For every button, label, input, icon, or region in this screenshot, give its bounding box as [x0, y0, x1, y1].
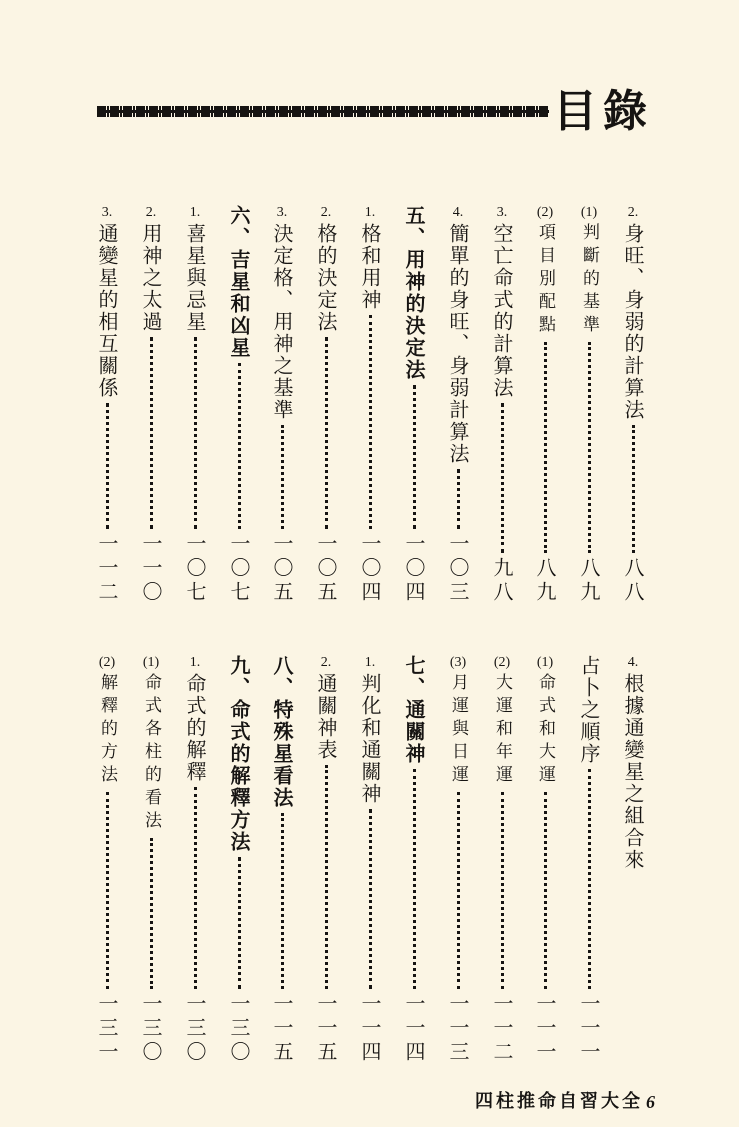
toc-leader-dots: [325, 765, 328, 989]
toc-entry-page: 一一二: [490, 993, 514, 1065]
toc-entry: [178, 655, 212, 1065]
toc-entry-page: 一三〇: [183, 993, 207, 1065]
toc-entry: [441, 205, 475, 605]
toc-entry-number: 1.: [364, 205, 376, 220]
toc-leader-dots: [413, 385, 416, 529]
toc-entry-title: 大運和年運: [492, 673, 512, 788]
toc-entry-number: 2.: [145, 205, 157, 220]
toc-entry-title: 通變星的相互關係: [95, 223, 119, 399]
toc-entry-title: 身旺、身弱的計算法: [621, 223, 645, 421]
toc-leader-dots: [457, 792, 460, 989]
toc-leader-dots: [281, 425, 284, 529]
toc-entry-page: 一一二: [95, 533, 119, 605]
toc-entry-title: 通關神表: [314, 673, 338, 761]
toc-entry: [309, 205, 343, 605]
toc-entry-title: 根據通變星之組合來: [621, 673, 645, 871]
toc-entry-number: 4.: [452, 205, 464, 220]
toc-entry-page: 一三一: [95, 993, 119, 1065]
toc-entry-title: 簡單的身旺、身弱計算法: [446, 223, 470, 465]
toc-entry-title: 格的決定法: [314, 223, 338, 333]
toc-entry-title: 判斷的基準: [579, 223, 599, 338]
toc-entry-number: 3.: [276, 205, 288, 220]
toc-entry-number: (1): [536, 655, 554, 670]
toc-entry-page: 一〇四: [358, 533, 382, 605]
toc-entry-title: 決定格、用神之基準: [270, 223, 294, 421]
toc-entry-title: 判化和通關神: [358, 673, 382, 805]
toc-entry-title: 命式各柱的看法: [141, 673, 161, 834]
toc-leader-dots: [194, 337, 197, 529]
toc-entry-number: (2): [536, 205, 554, 220]
toc-entry-number: (3): [449, 655, 467, 670]
toc-entry-title: 六、吉星和凶星: [227, 205, 251, 359]
toc-entry-title: 用神之太過: [139, 223, 163, 333]
toc-leader-dots: [194, 787, 197, 989]
toc-entry-title: 格和用神: [358, 223, 382, 311]
toc-entry-page: 一一五: [270, 993, 294, 1065]
toc-leader-dots: [238, 857, 241, 989]
toc-entry-number: 2.: [320, 655, 332, 670]
toc-entry-number: (2): [493, 655, 511, 670]
toc-leader-dots: [150, 838, 153, 989]
toc-leader-dots: [501, 792, 504, 989]
toc-entry: [90, 655, 124, 1065]
toc-entry-page: 一〇四: [402, 533, 426, 605]
toc-entry-title: 月運與日運: [448, 673, 468, 788]
toc-entry: [353, 655, 387, 1065]
toc-entry-page: 一三〇: [139, 993, 163, 1065]
toc-entry-number: (1): [580, 205, 598, 220]
page-title: 目錄: [553, 86, 653, 137]
toc-entry-title: 八、特殊星看法: [270, 655, 294, 809]
toc-entry-title: 九、命式的解釋方法: [227, 655, 251, 853]
toc-entry: [265, 655, 299, 1065]
toc-entry-page: 一〇七: [183, 533, 207, 605]
toc-leader-dots: [325, 337, 328, 529]
toc-entry-number: 3.: [496, 205, 508, 220]
toc-entry-page: 九八: [490, 557, 514, 605]
toc-entry-number: (2): [98, 655, 116, 670]
toc-entry: [616, 655, 650, 1065]
toc-entry-number: 3.: [101, 205, 113, 220]
toc-entry-page: 一一四: [402, 993, 426, 1065]
toc-leader-dots: [369, 809, 372, 989]
toc-entry-page: 一三〇: [227, 993, 251, 1065]
toc-entry: [309, 655, 343, 1065]
toc-entry: [485, 655, 519, 1065]
toc-entry: [528, 655, 562, 1065]
toc-entry-number: 1.: [364, 655, 376, 670]
toc-entry-number: 2.: [320, 205, 332, 220]
toc-leader-dots: [588, 342, 591, 553]
toc-entry: [178, 205, 212, 605]
toc-entry: [616, 205, 650, 605]
toc-entry-page: 八八: [621, 557, 645, 605]
toc-entry-page: 一一三: [446, 993, 470, 1065]
toc-entry-title: 占卜之順序: [577, 655, 601, 765]
toc-entry-number: (1): [142, 655, 160, 670]
toc-leader-dots: [501, 403, 504, 553]
toc-entry-page: 一一四: [358, 993, 382, 1065]
toc-entry: [441, 655, 475, 1065]
toc-entry-title: 五、用神的決定法: [402, 205, 426, 381]
toc-entry: [572, 205, 606, 605]
toc-entry: [134, 655, 168, 1065]
toc-entry: [134, 205, 168, 605]
toc-entry-page: 一一〇: [139, 533, 163, 605]
toc-entry-page: 一一一: [577, 993, 601, 1065]
toc-leader-dots: [588, 769, 591, 989]
toc-leader-dots: [106, 792, 109, 989]
toc-entry: [90, 205, 124, 605]
toc-entry-page: 八九: [533, 557, 557, 605]
toc-entry: [265, 205, 299, 605]
footer-page-number: 6: [646, 1092, 655, 1112]
toc-entry-number: 1.: [189, 655, 201, 670]
toc-entry-title: 項目別配點: [535, 223, 555, 338]
toc-entry: [397, 205, 431, 605]
toc-entry-page: 一一一: [533, 993, 557, 1065]
toc-leader-dots: [281, 813, 284, 989]
toc-entry-title: 解釋的方法: [97, 673, 117, 788]
title-rule: [97, 106, 549, 117]
toc-entry-page: 一〇七: [227, 533, 251, 605]
toc-entry-number: 4.: [627, 655, 639, 670]
toc-leader-dots: [457, 469, 460, 529]
footer-book-title: 四柱推命自習大全: [475, 1091, 643, 1112]
toc-entry-number: 1.: [189, 205, 201, 220]
toc-leader-dots: [544, 342, 547, 553]
toc-entry: [397, 655, 431, 1065]
toc-entry: [485, 205, 519, 605]
toc-leader-dots: [413, 769, 416, 989]
toc-entry-title: 空亡命式的計算法: [490, 223, 514, 399]
toc-entry-title: 命式和大運: [535, 673, 555, 788]
toc-entry: [572, 655, 606, 1065]
toc-entry-title: 七、通關神: [402, 655, 426, 765]
toc-entry-page: 一〇三: [446, 533, 470, 605]
toc-leader-dots: [106, 403, 109, 529]
toc-entry-page: 一〇五: [270, 533, 294, 605]
toc-entry: [222, 655, 256, 1065]
toc-entry: [222, 205, 256, 605]
toc-leader-dots: [632, 425, 635, 553]
toc-entry-page: 一一五: [314, 993, 338, 1065]
toc-leader-dots: [150, 337, 153, 529]
toc-leader-dots: [544, 792, 547, 989]
toc-entry-page: 一〇五: [314, 533, 338, 605]
toc-entry: [528, 205, 562, 605]
toc-entry-title: 命式的解釋: [183, 673, 207, 783]
toc-entry-title: 喜星與忌星: [183, 223, 207, 333]
toc-entry-number: 2.: [627, 205, 639, 220]
toc-leader-dots: [238, 363, 241, 529]
toc-entry-page: 八九: [577, 557, 601, 605]
toc-entry: [353, 205, 387, 605]
toc-leader-dots: [369, 315, 372, 529]
